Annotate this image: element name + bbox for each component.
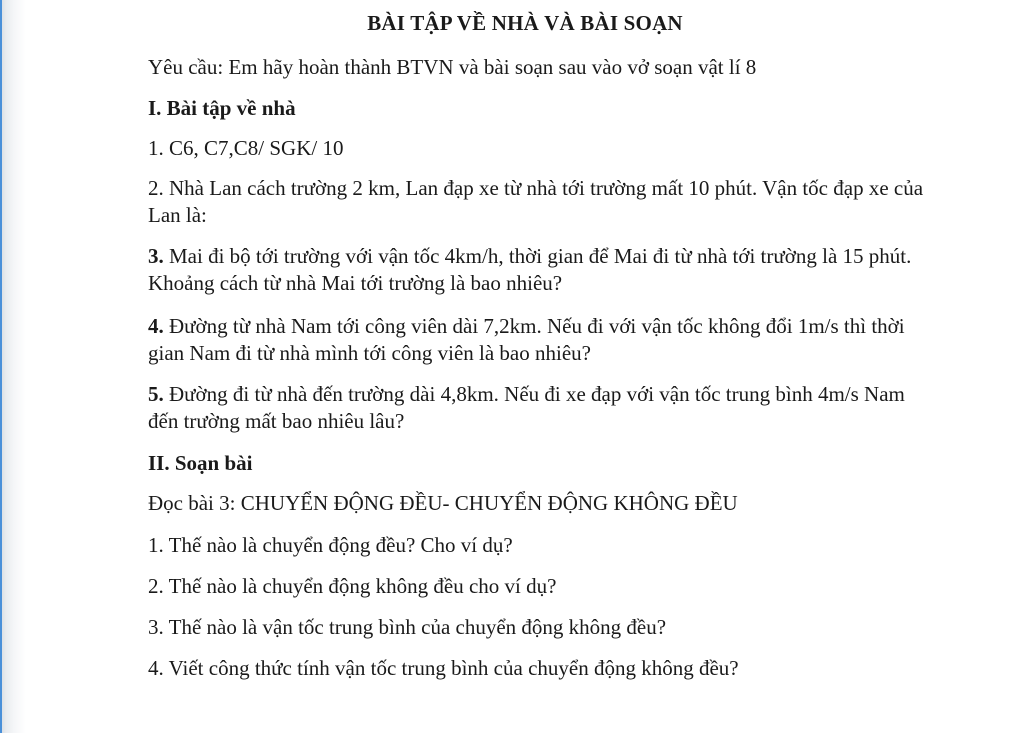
viewer-accent-line xyxy=(0,0,2,733)
lesson-question-1: 1. Thế nào là chuyển động đều? Cho ví dụ? xyxy=(148,533,513,557)
homework-item-5 xyxy=(148,381,938,435)
homework-item-text: Đường từ nhà Nam tới công viên dài 7,2km. Nếu đi với vận tốc không đổi 1m/s thì thời gian Nam đi từ nhà mình tới công viên là bao nhiêu? xyxy=(148,314,905,365)
homework-item-text: Nhà Lan cách trường 2 km, Lan đạp xe từ nhà tới trường mất 10 phút. Vận tốc đạp xe của Lan là: xyxy=(148,176,924,227)
homework-item-3 xyxy=(148,243,938,297)
requirement-text: Yêu cầu: Em hãy hoàn thành BTVN và bài soạn sau vào vở soạn vật lí 8 xyxy=(148,55,757,79)
lesson-question-4: 4. Viết công thức tính vận tốc trung bình của chuyển động không đều? xyxy=(148,656,739,680)
homework-item-4 xyxy=(148,313,938,367)
lesson-heading: II. Soạn bài xyxy=(148,451,253,475)
homework-item-number: 3. xyxy=(148,244,164,268)
homework-item-text: C6, C7,C8/ SGK/ 10 xyxy=(169,136,344,160)
homework-item-number: 2. xyxy=(148,176,164,200)
homework-item-1 xyxy=(148,135,343,161)
document-page xyxy=(26,0,1024,733)
viewer-left-edge xyxy=(0,0,26,733)
homework-item-number: 4. xyxy=(148,314,164,338)
homework-heading: I. Bài tập về nhà xyxy=(148,96,296,120)
lesson-intro: Đọc bài 3: CHUYỂN ĐỘNG ĐỀU- CHUYỂN ĐỘNG KHÔNG ĐỀU xyxy=(148,491,738,515)
homework-item-2 xyxy=(148,175,938,229)
homework-item-number: 5. xyxy=(148,382,164,406)
homework-item-text: Mai đi bộ tới trường với vận tốc 4km/h, thời gian để Mai đi từ nhà tới trường là 15 phút. Khoảng cách từ nhà Mai tới trường là bao nhiêu? xyxy=(148,244,912,295)
document-title: BÀI TẬP VỀ NHÀ VÀ BÀI SOẠN xyxy=(367,11,683,35)
lesson-question-2: 2. Thế nào là chuyển động không đều cho ví dụ? xyxy=(148,574,557,598)
homework-item-text: Đường đi từ nhà đến trường dài 4,8km. Nếu đi xe đạp với vận tốc trung bình 4m/s Nam đến trường mất bao nhiêu lâu? xyxy=(148,382,905,433)
lesson-question-3: 3. Thế nào là vận tốc trung bình của chuyển động không đều? xyxy=(148,615,667,639)
homework-item-number: 1. xyxy=(148,136,164,160)
